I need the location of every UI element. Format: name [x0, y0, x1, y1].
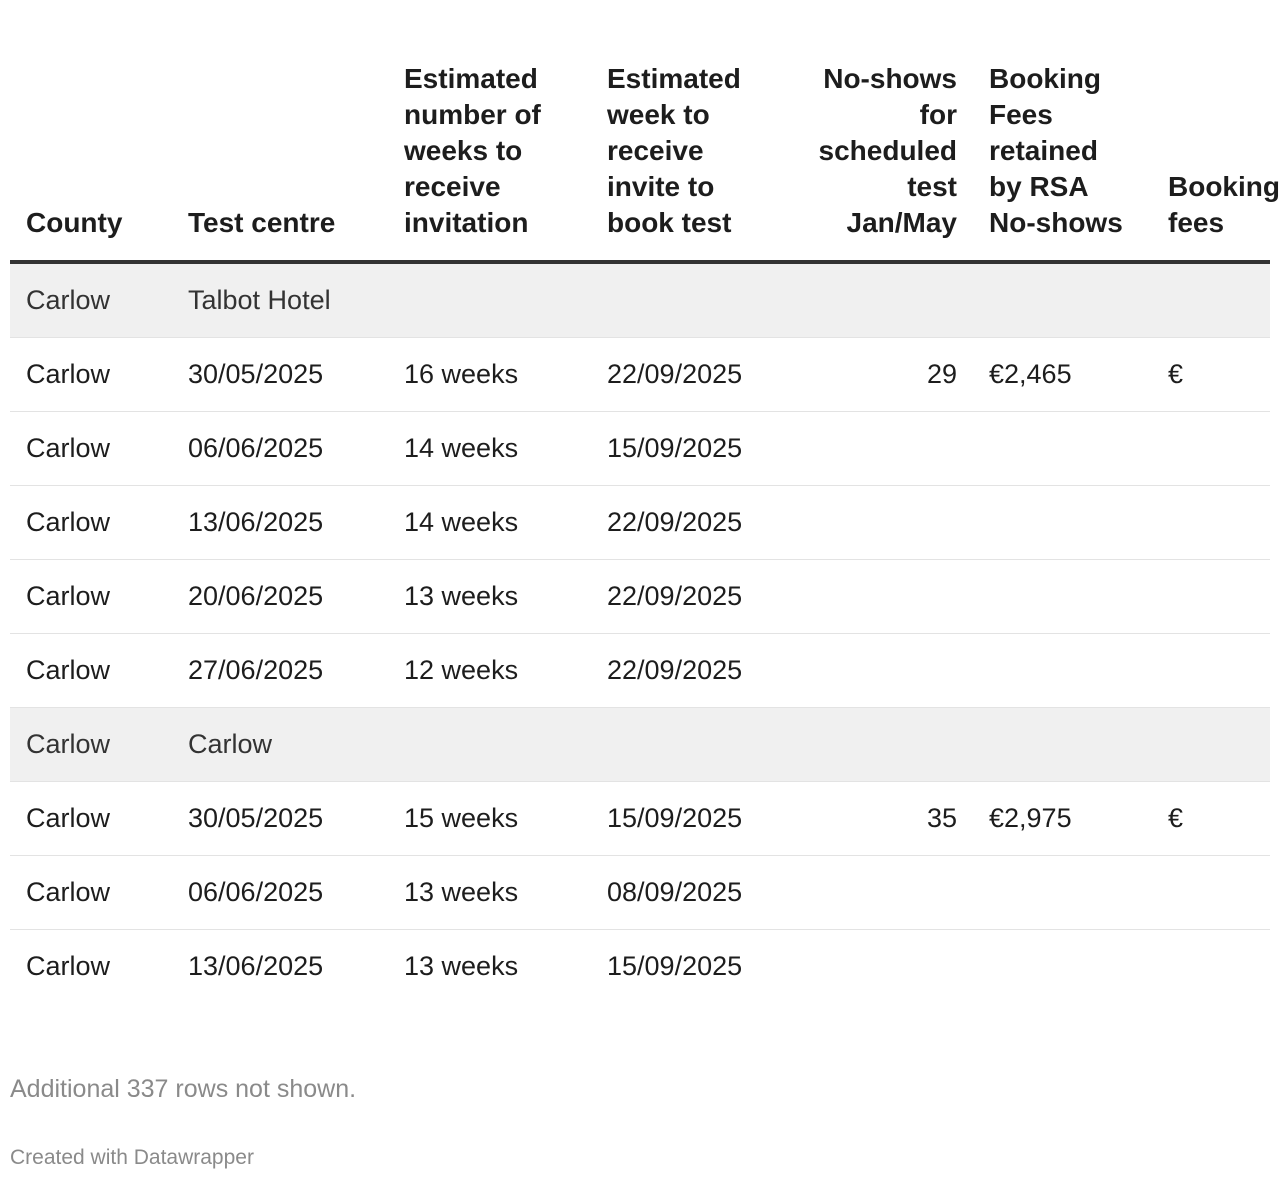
header-row [10, 0, 1270, 262]
table-cell: 27/06/2025 [172, 634, 388, 708]
table-cell: Carlow [26, 951, 111, 981]
table-cell [973, 708, 1152, 782]
table-cell: 13/06/2025 [188, 951, 324, 981]
table-cell: 30/05/2025 [172, 338, 388, 412]
table-cell: Carlow [10, 338, 172, 412]
table-cell [798, 486, 973, 560]
table-cell: 35 [798, 782, 973, 856]
table-cell [973, 634, 1152, 708]
table-row [10, 486, 1270, 560]
table-cell: €2,465 [973, 338, 1152, 412]
table-row [10, 930, 1270, 1004]
table-cell [973, 262, 1152, 338]
table-cell [1152, 486, 1270, 560]
table-cell: 13 weeks [388, 856, 591, 930]
table-cell: Carlow [10, 486, 172, 560]
table-cell: 15/09/2025 [591, 782, 798, 856]
table-cell [1152, 262, 1270, 338]
table-cell: € [1152, 338, 1270, 412]
table-cell: 06/06/2025 [172, 856, 388, 930]
table-cell [1152, 930, 1270, 1004]
table-cell [973, 560, 1152, 634]
column-header[interactable]: Estimated week to receive invite to book test [591, 0, 798, 262]
table-cell [973, 930, 1152, 1004]
table-cell [1152, 856, 1270, 930]
table-cell [1152, 412, 1270, 486]
table-cell: 14 weeks [388, 412, 591, 486]
datawrapper-credit[interactable]: Created with Datawrapper [10, 1146, 254, 1169]
table-body [10, 262, 1270, 1003]
table-cell: 15/09/2025 [591, 412, 798, 486]
table-row [10, 560, 1270, 634]
table-cell: Carlow [172, 708, 388, 782]
table-cell: 29 [798, 338, 973, 412]
table-cell: 15 weeks [388, 782, 591, 856]
table-cell [798, 856, 973, 930]
table-cell: 22/09/2025 [591, 634, 798, 708]
table-cell: Carlow [10, 708, 172, 782]
group-row [10, 708, 1270, 782]
table-cell [798, 708, 973, 782]
table-cell [798, 930, 973, 1004]
table-cell: 22/09/2025 [591, 486, 798, 560]
column-header[interactable]: Test centre [172, 0, 388, 262]
table-cell: Carlow [10, 782, 172, 856]
table-cell: 06/06/2025 [172, 412, 388, 486]
table-row [10, 782, 1270, 856]
table-cell: 22/09/2025 [591, 338, 798, 412]
table-cell: 13 weeks [388, 560, 591, 634]
table-cell [798, 412, 973, 486]
table-container [10, 0, 1280, 1003]
table-cell: Carlow [10, 634, 172, 708]
column-header[interactable]: No-shows for scheduled test Jan/May [798, 0, 973, 262]
table-row [10, 634, 1270, 708]
table-cell [973, 412, 1152, 486]
table-cell [388, 708, 591, 782]
table-cell [1152, 560, 1270, 634]
table-row [10, 412, 1270, 486]
table-cell: 16 weeks [388, 338, 591, 412]
table-cell [1152, 634, 1270, 708]
table-cell: Carlow [10, 560, 172, 634]
column-header[interactable]: County [10, 0, 172, 262]
table-cell [798, 560, 973, 634]
table-cell [973, 856, 1152, 930]
table-cell [973, 486, 1152, 560]
table-cell: 12 weeks [388, 634, 591, 708]
table-cell: 30/05/2025 [172, 782, 388, 856]
table-cell [798, 262, 973, 338]
rows-not-shown-note: Additional 337 rows not shown. [10, 1075, 357, 1103]
table-cell: 08/09/2025 [591, 856, 798, 930]
table-cell: Carlow [10, 412, 172, 486]
table-cell: 13/06/2025 [172, 486, 388, 560]
data-table [10, 0, 1280, 1003]
table-cell: 22/09/2025 [591, 560, 798, 634]
group-row [10, 262, 1270, 338]
column-header[interactable]: Estimated number of weeks to receive invitation [388, 0, 591, 262]
table-row [10, 338, 1270, 412]
table-cell [591, 262, 798, 338]
table-cell [388, 262, 591, 338]
table-cell [591, 708, 798, 782]
table-cell: Talbot Hotel [172, 262, 388, 338]
table-cell: 13 weeks [404, 951, 519, 981]
table-cell [798, 634, 973, 708]
table-cell: €2,975 [973, 782, 1152, 856]
table-cell [1152, 708, 1270, 782]
table-cell: 14 weeks [388, 486, 591, 560]
table-cell: € [1152, 782, 1270, 856]
column-header[interactable]: Booking fees [1152, 0, 1270, 262]
table-row [10, 856, 1270, 930]
table-cell: Carlow [10, 262, 172, 338]
table-cell: Carlow [10, 856, 172, 930]
column-header[interactable]: Booking Fees retained by RSA No-shows [973, 0, 1152, 262]
table-cell: 15/09/2025 [607, 951, 743, 981]
table-cell: 20/06/2025 [172, 560, 388, 634]
